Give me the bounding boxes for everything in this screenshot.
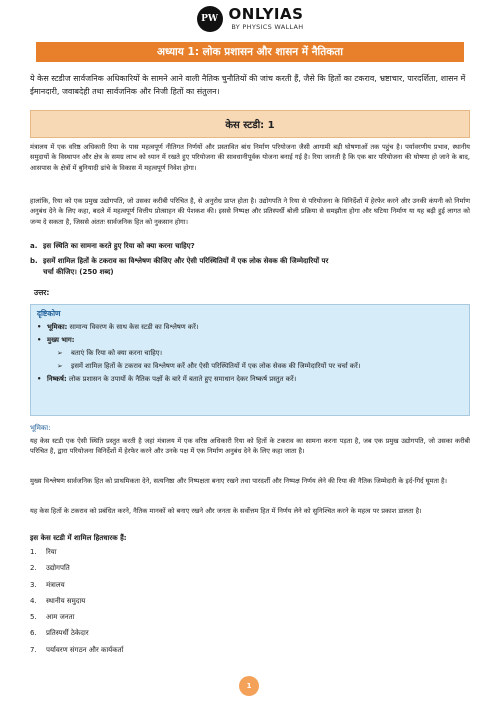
answer-paragraph-3: यह केस हितों के टकराव को प्रबंधित करने, नैतिक मानकों को बनाए रखने और जनता के सर्वोत्तम हित में निर्णय लेने को सुनिश्चित करने के महत्व पर प्रकाश डालता है। [30,507,422,515]
arrow-bullet-icon: ➢ [57,362,63,370]
question-tag: b. [30,257,38,265]
approach-subitem-text: इसमें शामिल हितों के टकराव का विश्लेषण करें और ऐसी परिस्थितियों में एक लोक सेवक की जिम्मेदारियों पर चर्चा करें। [71,362,361,370]
question-text: इसमें शामिल हितों के टकराव का विश्लेषण कीजिए और ऐसी परिस्थितियों में एक लोक सेवक की जिम्मेदारियों पर [43,257,329,265]
answer-paragraph-1: यह केस स्टडी एक ऐसी स्थिति प्रस्तुत करती है जहां मंत्रालय में एक वरिष्ठ अधिकारी रिया को हितों के टकराव का सामना करना पड़ता है, जब एक प्रमुख उद्योगपति, जो उसका करीबी परिचित है, द्वारा परियोजना विनिर्देशों में हेरफेर करने और उनके पक्ष में एक निर्माण अनुबंध देने के लिए कहा जाता है। [30,437,470,456]
brand-sub: BY PHYSICS WALLAH [231,23,304,32]
approach-subitem-text: बताएं कि रिया को क्या करना चाहिए। [71,349,163,357]
approach-title: दृष्टिकोण [37,309,61,318]
answer-label: उत्तर: [34,288,50,297]
approach-subitem [37,348,463,358]
question-text: इस स्थिति का सामना करते हुए रिया को क्या करना चाहिए? [43,242,195,250]
pw-logo: PW [197,6,223,32]
question-b [30,256,470,277]
case-paragraph-2: हालांकि, रिया को एक प्रमुख उद्योगपति, जो उसका करीबी परिचित है, से अनुरोध प्राप्त होता है। उद्योगपति ने रिया से परियोजना के विनिर्देशों में हेरफेर करने और उनकी कंपनी को निर्माण अनुबंध देने के लिए कहा, बदले में महत्वपूर्ण वित्तीय प्रोत्साहन की पेशकश की। इससे निष्पक्ष और प्रतिस्पर्धी बोली प्रक्रिया से समझौता होगा और घटिया निर्माण या यह बढ़ी हुई लागत को जन्म दे सकता है, जिससे अंततः सार्वजनिक हित को नुकसान होगा। [30,197,470,226]
arrow-bullet-icon: ➢ [57,349,63,357]
case-paragraph-1: मंत्रालय में एक वरिष्ठ अधिकारी रिया के पास महत्वपूर्ण नीतिगत निर्णयों और प्रस्तावित बांध निर्माण परियोजना जैसी आगामी बड़ी घोषणाओं तक पहुंच है। पर्यावरणीय प्रभाव, स्थानीय समुदायों के विस्थापन और क्षेत्र के समग्र लाभ को ध्यान में रखते हुए परियोजना की सावधानीपूर्वक योजना बनाई गई है। रिया जानती है कि एक बार परियोजना की घोषणा हो जाने के बाद, आसपास के क्षेत्रों में बुनियादी ढांचे के विकास में महत्वपूर्ण निवेश होगा। [30,143,470,172]
question-tag: a. [30,242,38,250]
list-item: 5. आम जनता [30,613,75,622]
approach-item [37,322,463,332]
brand [229,7,304,31]
stakeholders-heading: इस केस स्टडी में शामिल हितधारक हैं: [30,534,127,542]
list-item: 4. स्थानीय समुदाय [30,596,86,605]
stakeholders-list [30,548,330,662]
approach-item [37,335,463,345]
page-number: 1 [239,676,259,696]
question-a [30,241,470,252]
case-study-title: केस स्टडी: 1 [30,110,470,138]
brand-name: ONLYIAS [228,5,304,24]
approach-label: निष्कर्ष: [47,375,67,383]
approach-label: मुख्य भाग: [47,336,75,344]
bullet-icon: • [37,323,42,331]
approach-text: लोक प्रशासन के उपायों के नैतिक पक्षों के बारे में बताते हुए समाधान देकर निष्कर्ष प्रस्तुत करें। [66,375,297,383]
approach-subitem [37,361,463,371]
list-item: 1. रिया [30,548,57,556]
list-item: 6. प्रतिस्पर्धी ठेकेदार [30,629,89,638]
approach-box [30,304,470,416]
header [0,4,500,34]
approach-text: सामान्य विवरण के साथ केस स्टडी का विश्लेषण करें। [67,323,199,331]
approach-item [37,374,463,384]
chapter-title: अध्याय 1: लोक प्रशासन और शासन में नैतिकता [36,42,464,62]
bullet-icon: • [37,375,42,383]
answer-paragraph-2: मुख्य विश्लेषण सार्वजनिक हित को प्राथमिकता देने, सत्यनिष्ठा और निष्पक्षता बनाए रखने तथा पारदर्शी और निष्पक्ष निर्णय लेने की रिया की नैतिक जिम्मेदारी के इर्द-गिर्द घूमता है। [30,477,448,485]
intro-text: ये केस स्टडीज सार्वजनिक अधिकारियों के सामने आने वाली नैतिक चुनौतियों की जांच करती हैं, जैसे कि हितों का टकराव, भ्रष्टाचार, पारदर्शिता, शासन में ईमानदारी, जवाबदेही तथा सार्वजनिक और निजी हितों का संतुलन। [30,74,466,96]
list-item: 2. उद्योगपति [30,564,70,573]
list-item: 7. पर्यावरण संगठन और कार्यकर्ता [30,645,124,654]
approach-label: भूमिका: [47,323,68,331]
bullet-icon: • [37,336,42,344]
intro-heading: भूमिका: [30,424,51,432]
question-text-cont: चर्चा कीजिए। (250 शब्द) [43,267,114,276]
list-item: 3. मंत्रालय [30,580,65,589]
